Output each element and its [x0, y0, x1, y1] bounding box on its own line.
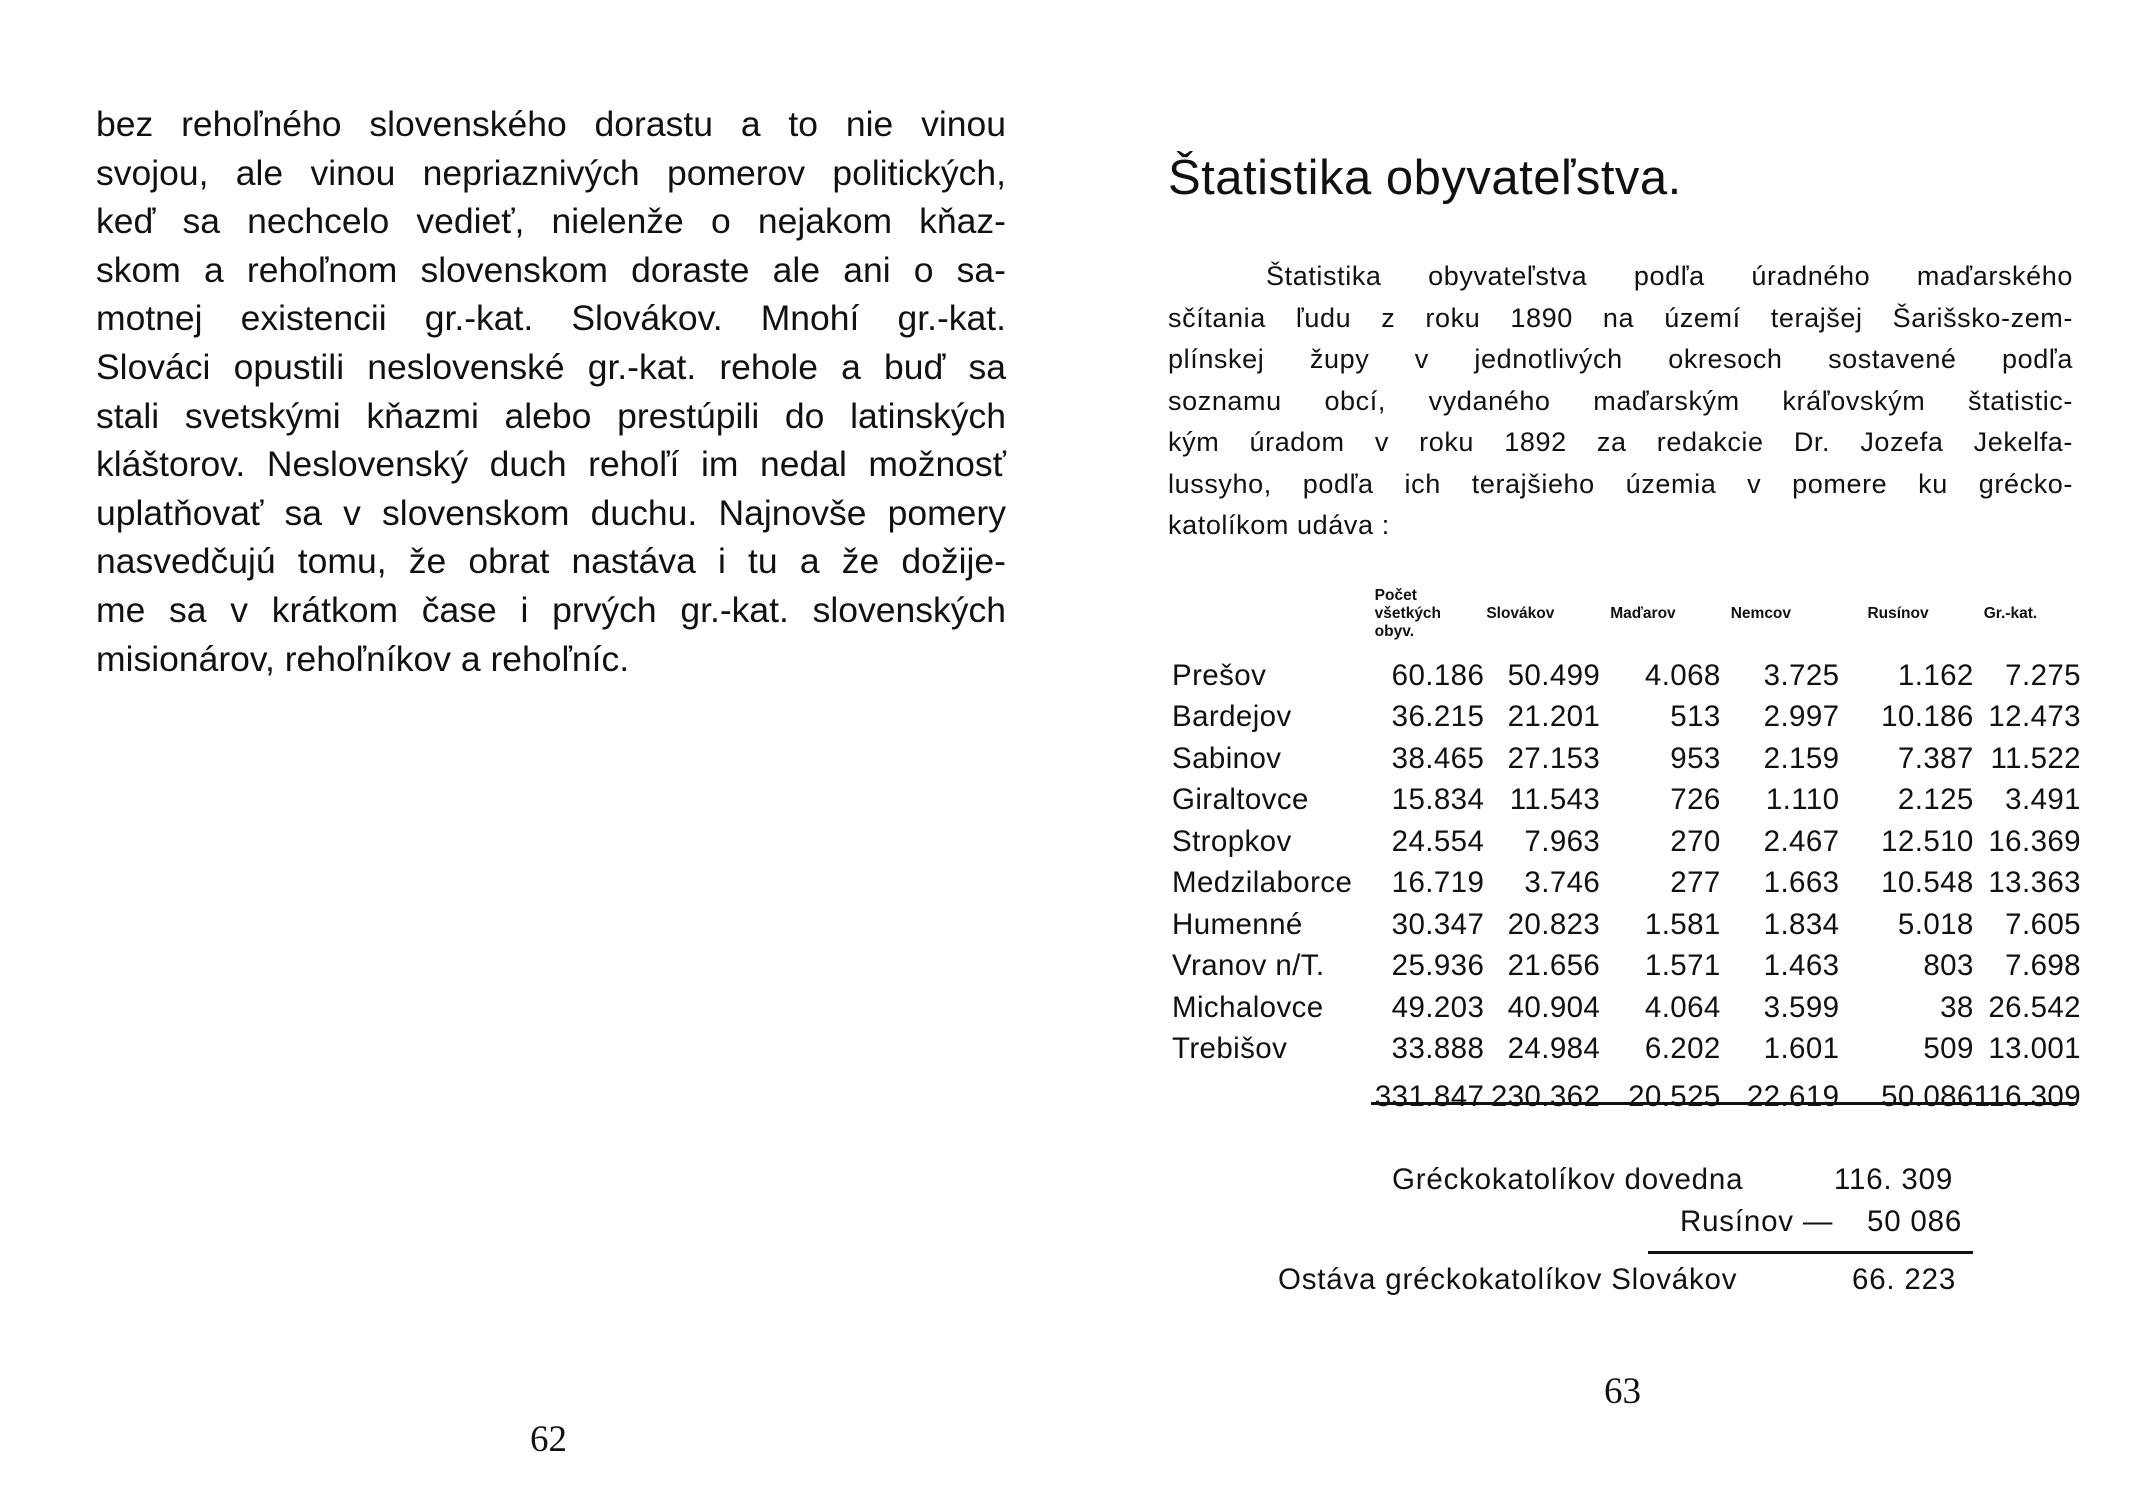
table-cell: 10.186	[1881, 700, 1974, 734]
table-cell: 38.465	[1391, 741, 1485, 775]
table-row	[1168, 1029, 2081, 1071]
table-cell: 40.904	[1507, 990, 1601, 1024]
table-cell: 270	[1670, 824, 1721, 858]
table-cell: 24.554	[1391, 824, 1485, 858]
intro-line: sčítania ľudu z roku 1890 na území terajšej Šarišsko-zem-	[1168, 302, 2073, 333]
table-row	[1168, 946, 2081, 988]
table-row	[1168, 904, 2081, 946]
total-cell: 22.619	[1746, 1080, 1840, 1113]
table-cell: 20.823	[1507, 907, 1601, 941]
remaining-slovak-greek-catholics-value: 66. 223	[1852, 1263, 1957, 1296]
table-row	[1168, 863, 2081, 905]
greek-catholic-total-value: 116. 309	[1834, 1163, 1954, 1196]
header-total-population: Počet všetkých obyv.	[1374, 587, 1442, 640]
total-cell: 50.086	[1881, 1080, 1974, 1113]
text-line: keď sa nechcelo vedieť, nielenže o nejakom kňaz-	[96, 201, 1006, 242]
table-body	[1168, 655, 2081, 1120]
table-cell: 13.001	[1988, 1032, 2081, 1066]
table-cell: 1.834	[1763, 907, 1840, 941]
table-cell: 3.725	[1763, 658, 1840, 692]
table-cell: 953	[1670, 741, 1721, 775]
table-cell: 27.153	[1507, 741, 1601, 775]
rusyns-value: 50 086	[1867, 1205, 1963, 1238]
table-cell: 60.186	[1391, 658, 1485, 692]
text-line: kláštorov. Neslovenský duch rehoľí im nedal možnosť	[96, 444, 1006, 485]
table-row	[1168, 655, 2081, 697]
table-cell: 21.201	[1507, 700, 1601, 734]
table-cell: 11.543	[1509, 783, 1601, 817]
table-cell: 2.125	[1897, 783, 1974, 817]
table-row	[1168, 738, 2081, 780]
page-number-right: 63	[1604, 1371, 1641, 1412]
total-cell: 230.362	[1490, 1080, 1601, 1113]
table-cell: 3.599	[1763, 990, 1840, 1024]
table-row	[1168, 697, 2081, 739]
intro-line: soznamu obcí, vydaného maďarským kráľovským štatistic-	[1168, 385, 2073, 416]
totals-blank-cell	[1168, 1070, 1373, 1120]
table-cell: 4.064	[1644, 990, 1721, 1024]
intro-line: kým úradom v roku 1892 za redakcie Dr. Jozefa Jekelfa-	[1168, 427, 2073, 457]
text-line: svojou, ale vinou nepriaznivých pomerov politických,	[96, 152, 1006, 193]
total-cell: 116.309	[1973, 1080, 2081, 1113]
table-cell: 3.491	[2005, 783, 2081, 817]
header-district	[1168, 587, 1373, 655]
district-name: Humenné	[1172, 907, 1303, 941]
table-cell: 12.473	[1988, 700, 2081, 734]
table-cell: 26.542	[1988, 990, 2081, 1024]
table-cell: 5.018	[1897, 907, 1974, 941]
intro-line: katolíkom udáva :	[1168, 510, 1390, 540]
text-line: uplatňovať sa v slovenskom duchu. Najnovše pomery	[96, 492, 1006, 533]
intro-line: plínskej župy v jednotlivých okresoch sostavené podľa	[1168, 344, 2073, 374]
table-cell: 38	[1940, 990, 1974, 1024]
text-line: nasvedčujú tomu, že obrat nastáva i tu a že dožije-	[96, 541, 1006, 582]
table-cell: 803	[1923, 949, 1974, 983]
table-cell: 1.601	[1763, 1032, 1840, 1066]
district-name: Michalovce	[1172, 990, 1324, 1024]
intro-paragraph	[1168, 256, 2073, 547]
table-cell: 4.068	[1644, 658, 1721, 692]
table-cell: 509	[1923, 1032, 1974, 1066]
table-cell: 726	[1670, 783, 1721, 817]
district-name: Stropkov	[1172, 824, 1292, 858]
totals-rule	[1371, 1102, 2077, 1105]
intro-line: lussyho, podľa ich terajšieho územia v pomere ku grécko-	[1168, 468, 2073, 499]
table-cell: 2.159	[1763, 741, 1840, 775]
table-cell: 7.698	[2005, 949, 2081, 983]
table-cell: 7.387	[1897, 741, 1974, 775]
table-cell: 3.746	[1524, 866, 1601, 900]
table-cell: 25.936	[1391, 949, 1485, 983]
table-cell: 1.162	[1897, 658, 1974, 692]
district-name: Prešov	[1172, 658, 1267, 692]
table-cell: 513	[1670, 700, 1721, 734]
table-cell: 50.499	[1507, 658, 1601, 692]
district-name: Trebišov	[1172, 1032, 1288, 1066]
table-row	[1168, 987, 2081, 1029]
table-cell: 33.888	[1391, 1032, 1485, 1066]
remaining-slovak-greek-catholics-label: Ostáva gréckokatolíkov Slovákov	[1278, 1263, 1738, 1296]
table-cell: 7.963	[1524, 824, 1601, 858]
population-table	[1168, 587, 2081, 1120]
table-cell: 2.997	[1763, 700, 1840, 734]
table-cell: 16.719	[1391, 866, 1485, 900]
header-germans: Nemcov	[1730, 605, 1792, 622]
left-page-body-text	[96, 100, 1006, 683]
table-header-row	[1168, 587, 2081, 655]
header-slovaks: Slovákov	[1486, 605, 1555, 622]
header-rusyns: Rusínov	[1867, 605, 1929, 622]
total-cell: 20.525	[1628, 1080, 1721, 1113]
district-name: Bardejov	[1172, 700, 1292, 734]
table-cell: 7.275	[2005, 658, 2081, 692]
header-greek-catholics: Gr.-kat.	[1983, 605, 2038, 622]
table-cell: 1.571	[1644, 949, 1721, 983]
totals-row	[1168, 1070, 2081, 1120]
rusyns-label: Rusínov —	[1680, 1205, 1834, 1238]
table-cell: 10.548	[1881, 866, 1974, 900]
table-cell: 277	[1670, 866, 1721, 900]
text-line: Slováci opustili neslovenské gr.-kat. rehole a buď sa	[96, 346, 1006, 387]
page-number-left: 62	[530, 1419, 567, 1460]
table-cell: 36.215	[1391, 700, 1485, 734]
text-line: misionárov, rehoľníkov a rehoľníc.	[96, 638, 630, 679]
district-name: Vranov n/T.	[1172, 949, 1325, 983]
total-cell: 331.847	[1374, 1080, 1485, 1113]
intro-line: Štatistika obyvateľstva podľa úradného maďarského	[1266, 261, 2073, 291]
table-cell: 15.834	[1391, 783, 1485, 817]
table-cell: 12.510	[1881, 824, 1974, 858]
table-cell: 1.110	[1765, 783, 1840, 817]
table-cell: 11.522	[1990, 741, 2081, 775]
text-line: motnej existencii gr.-kat. Slovákov. Mnohí gr.-kat.	[96, 298, 1006, 339]
greek-catholic-total-label: Gréckokatolíkov dovedna	[1392, 1163, 1744, 1196]
table-cell: 1.581	[1644, 907, 1721, 941]
district-name: Sabinov	[1172, 741, 1282, 775]
text-line: me sa v krátkom čase i prvých gr.-kat. slovenských	[96, 589, 1006, 630]
table-cell: 7.605	[2005, 907, 2081, 941]
table-cell: 6.202	[1644, 1032, 1721, 1066]
summary-rule	[1648, 1251, 1973, 1254]
table-cell: 24.984	[1507, 1032, 1601, 1066]
table-cell: 30.347	[1391, 907, 1485, 941]
section-heading: Štatistika obyvateľstva.	[1168, 151, 1682, 205]
table-cell: 16.369	[1988, 824, 2081, 858]
district-name: Giraltovce	[1172, 783, 1309, 817]
text-line: stali svetskými kňazmi alebo prestúpili do latinských	[96, 395, 1006, 436]
table-row	[1168, 780, 2081, 822]
table-cell: 1.663	[1763, 866, 1840, 900]
text-line: bez rehoľného slovenského dorastu a to nie vinou	[96, 104, 1006, 144]
table-cell: 1.463	[1763, 949, 1840, 983]
header-hungarians: Maďarov	[1610, 605, 1676, 622]
table-cell: 2.467	[1763, 824, 1840, 858]
district-name: Medzilaborce	[1172, 866, 1353, 900]
table-row	[1168, 821, 2081, 863]
table-cell: 21.656	[1507, 949, 1601, 983]
table-cell: 49.203	[1391, 990, 1485, 1024]
text-line: skom a rehoľnom slovenskom doraste ale ani o sa-	[96, 249, 1006, 290]
table-cell: 13.363	[1988, 866, 2081, 900]
